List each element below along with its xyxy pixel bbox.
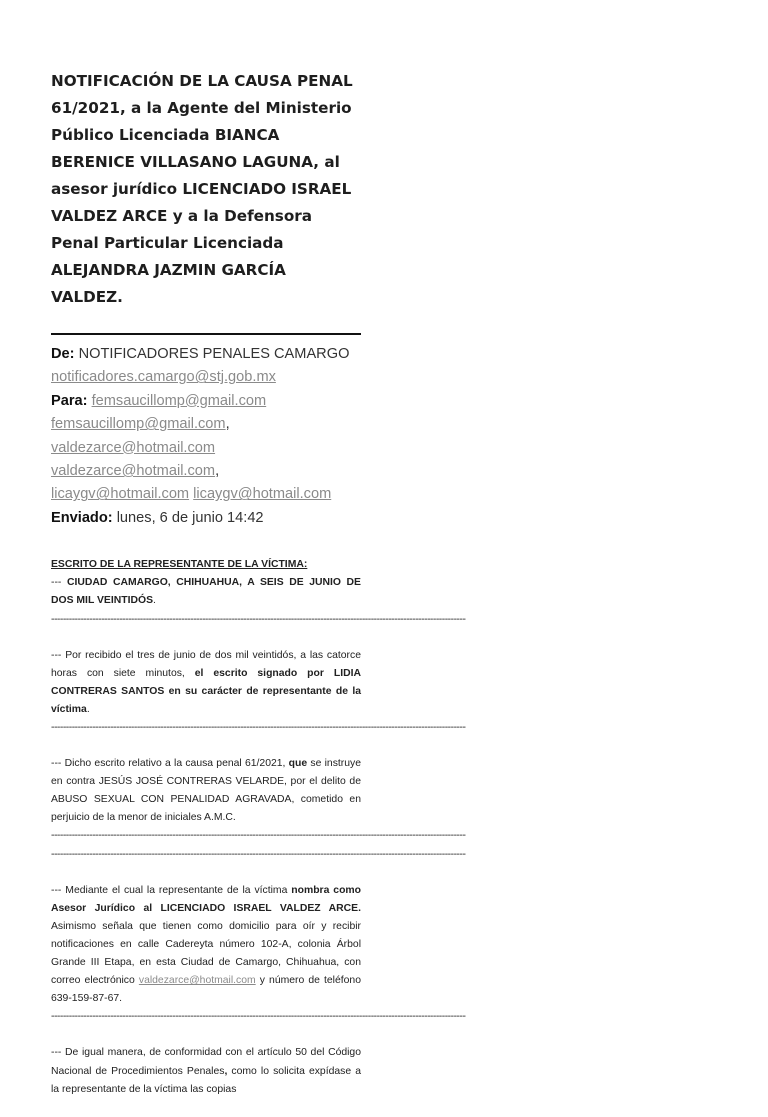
body-paragraph: --- De igual manera, de conformidad con el artículo 50 del Código Nacional de Procedimientos Penales, como lo solicita expídase a la representante de la víctima las copias: [51, 1047, 362, 1095]
place-date: CIUDAD CAMARGO, CHIHUAHUA, A SEIS DE JUNIO DE DOS MIL VEINTIDÓS: [51, 577, 361, 607]
dash-filler: --------------------------------------------------------------------------------------------------------------------------------------------: [51, 1011, 466, 1023]
to-address-link[interactable]: licaygv@hotmail.com: [51, 486, 190, 503]
to-address-link[interactable]: femsaucillomp@gmail.com: [91, 392, 267, 409]
dash-filler: --------------------------------------------------------------------------------------------------------------------------------------------: [51, 830, 466, 842]
section-heading: ESCRITO DE LA REPRESENTANTE DE LA VÍCTIMA:: [51, 559, 308, 571]
sent-label: Enviado:: [51, 509, 113, 526]
body-paragraph: --- Por recibido el tres de junio de dos mil veintidós, a las catorce horas con siete minutos, el escrito signado por LIDIA CONTRERAS SANTOS en su carácter de representante de la víctima. --------------------------------------------------------------------------------------------------------------------------------------------: [51, 647, 361, 737]
body-paragraph: --- Dicho escrito relativo a la causa penal 61/2021, que se instruye en contra JESÚS JOSÉ CONTRERAS VELARDE, por el delito de ABUSO SEXUAL CON PENALIDAD AGRAVADA, cometido en perjuicio de la menor de iniciales A.M.C. -------------------------------------------------------------------------------------------------------------------------------------------- --------------------------------------------------------------------------------------------------------------------------------------------: [51, 755, 361, 864]
to-address-link[interactable]: valdezarce@hotmail.com: [51, 439, 216, 456]
title-divider: [51, 333, 361, 335]
body-paragraph: ESCRITO DE LA REPRESENTANTE DE LA VÍCTIMA: --- CIUDAD CAMARGO, CHIHUAHUA, A SEIS DE JUNIO DE DOS MIL VEINTIDÓS. --------------------------------------------------------------------------------------------------------------------------------------------: [51, 556, 361, 628]
document-body: [51, 556, 466, 1098]
to-address-link[interactable]: licaygv@hotmail.com: [193, 486, 332, 503]
document-content: [51, 68, 466, 1117]
email-header: De: NOTIFICADORES PENALES CAMARGO notificadores.camargo@stj.gob.mx Para: femsaucillomp@gmail.com femsaucillomp@gmail.com, valdezarce@hotmail.com valdezarce@hotmail.com, licaygv@hotmail.com licaygv@hotmail.com Enviado: lunes, 6 de junio 14:42: [51, 343, 361, 530]
dash-filler: --------------------------------------------------------------------------------------------------------------------------------------------: [51, 848, 466, 860]
sent-value: lunes, 6 de junio 14:42: [116, 509, 264, 526]
from-line: [51, 343, 361, 366]
body-paragraph: --- Mediante el cual la representante de la víctima nombra como Asesor Jurídico al LICENCIADO ISRAEL VALDEZ ARCE. Asimismo señala que tienen como domicilio para oír y recibir notificaciones en calle Cadereyta número 102-A, colonia Árbol Grande III Etapa, en esta Ciudad de Camargo, Chihuahua, con correo electrónico valdezarce@hotmail.com y número de teléfono 639-159-87-67. --------------------------------------------------------------------------------------------------------------------------------------------: [51, 882, 361, 1027]
from-label: De:: [51, 346, 75, 362]
email-link[interactable]: valdezarce@hotmail.com: [138, 975, 256, 987]
to-label: Para:: [51, 392, 88, 409]
dash-filler: --------------------------------------------------------------------------------------------------------------------------------------------: [51, 613, 466, 625]
sent-line: [51, 507, 361, 530]
document-title: NOTIFICACIÓN DE LA CAUSA PENAL 61/2021, a la Agente del Ministerio Público Licenciada BIANCA BERENICE VILLASANO LAGUNA, al asesor jurídico LICENCIADO ISRAEL VALDEZ ARCE y a la Defensora Penal Particular Licenciada ALEJANDRA JAZMIN GARCÍA VALDEZ.: [51, 72, 353, 306]
to-address-link[interactable]: valdezarce@hotmail.com: [51, 463, 216, 480]
to-line: [51, 390, 361, 413]
from-name: NOTIFICADORES PENALES CAMARGO: [78, 346, 350, 362]
from-address-link[interactable]: notificadores.camargo@stj.gob.mx: [51, 369, 276, 386]
to-address-link[interactable]: femsaucillomp@gmail.com: [51, 416, 226, 433]
dash-filler: --------------------------------------------------------------------------------------------------------------------------------------------: [51, 722, 466, 733]
